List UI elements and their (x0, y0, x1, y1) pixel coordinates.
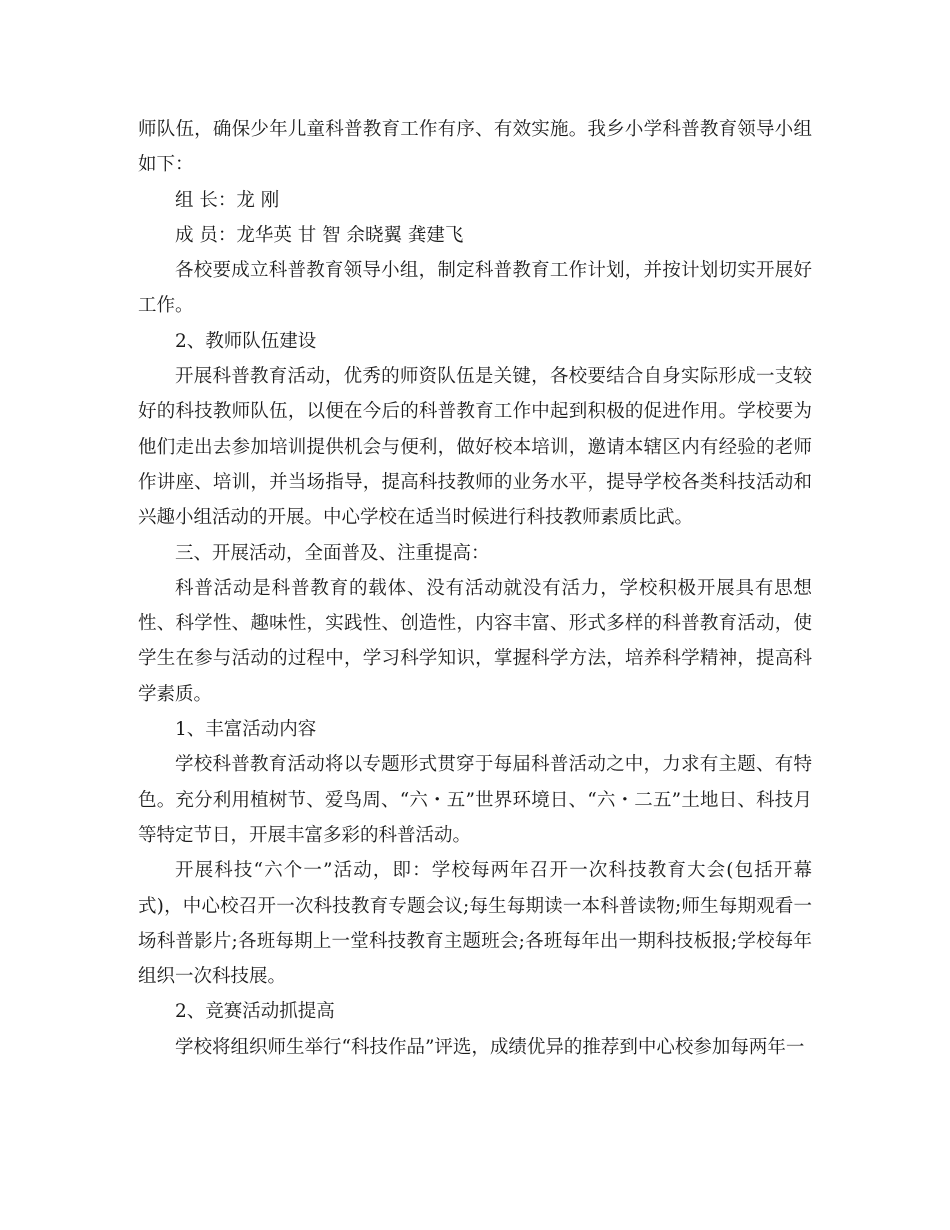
paragraph-10: 学校科普教育活动将以专题形式贯穿于每届科普活动之中，力求有主题、有特色。充分利用植树节、爱鸟周、“六・五”世界环境日、“六・二五”土地日、科技月等特定节日，开展丰富多彩的科普活动。 (138, 754, 812, 846)
paragraph-13: 学校将组织师生举行“科技作品”评选，成绩优异的推荐到中心校参加每两年一 (175, 1036, 805, 1058)
paragraph-1: 师队伍，确保少年儿童科普教育工作有序、有效实施。我乡小学科普教育领导小组如下： (138, 119, 812, 176)
section-heading-teacher-team: 2、教师队伍建设 (175, 330, 317, 352)
document-page (138, 112, 812, 1065)
section-heading-activities: 三、开展活动，全面普及、注重提高： (175, 542, 490, 564)
section-heading-rich-content: 1、丰富活动内容 (175, 719, 317, 741)
section-heading-competition: 2、竞赛活动抓提高 (175, 1001, 335, 1023)
paragraph-6: 开展科普教育活动，优秀的师资队伍是关键，各校要结合自身实际形成一支较好的科技教师队伍，以便在今后的科普教育工作中起到积极的促进作用。学校要为他们走出去参加培训提供机会与便利，做好校本培训，邀请本辖区内有经验的老师作讲座、培训，并当场指导，提高科技教师的业务水平，提导学校各类科技活动和兴趣小组活动的开展。中心学校在适当时候进行科技教师素质比武。 (138, 366, 812, 529)
group-leader-line: 组 长：龙 刚 (175, 189, 280, 211)
paragraph-4: 各校要成立科普教育领导小组，制定科普教育工作计划，并按计划切实开展好工作。 (138, 260, 812, 317)
paragraph-8: 科普活动是科普教育的载体、没有活动就没有活力，学校积极开展具有思想性、科学性、趣味性，实践性、创造性，内容丰富、形式多样的科普教育活动，使学生在参与活动的过程中，学习科学知识，掌握科学方法，培养科学精神，提高科学素质。 (138, 577, 812, 705)
group-members-line: 成 员：龙华英 甘 智 余晓翼 龚建飞 (175, 224, 464, 246)
paragraph-11: 开展科技“六个一”活动，即：学校每两年召开一次科技教育大会(包括开幕式)，中心校召开一次科技教育专题会议;每生每期读一本科普读物;师生每期观看一场科普影片;各班每期上一堂科技教育主题班会;各班每年出一期科技板报;学校每年组织一次科技展。 (138, 860, 812, 988)
